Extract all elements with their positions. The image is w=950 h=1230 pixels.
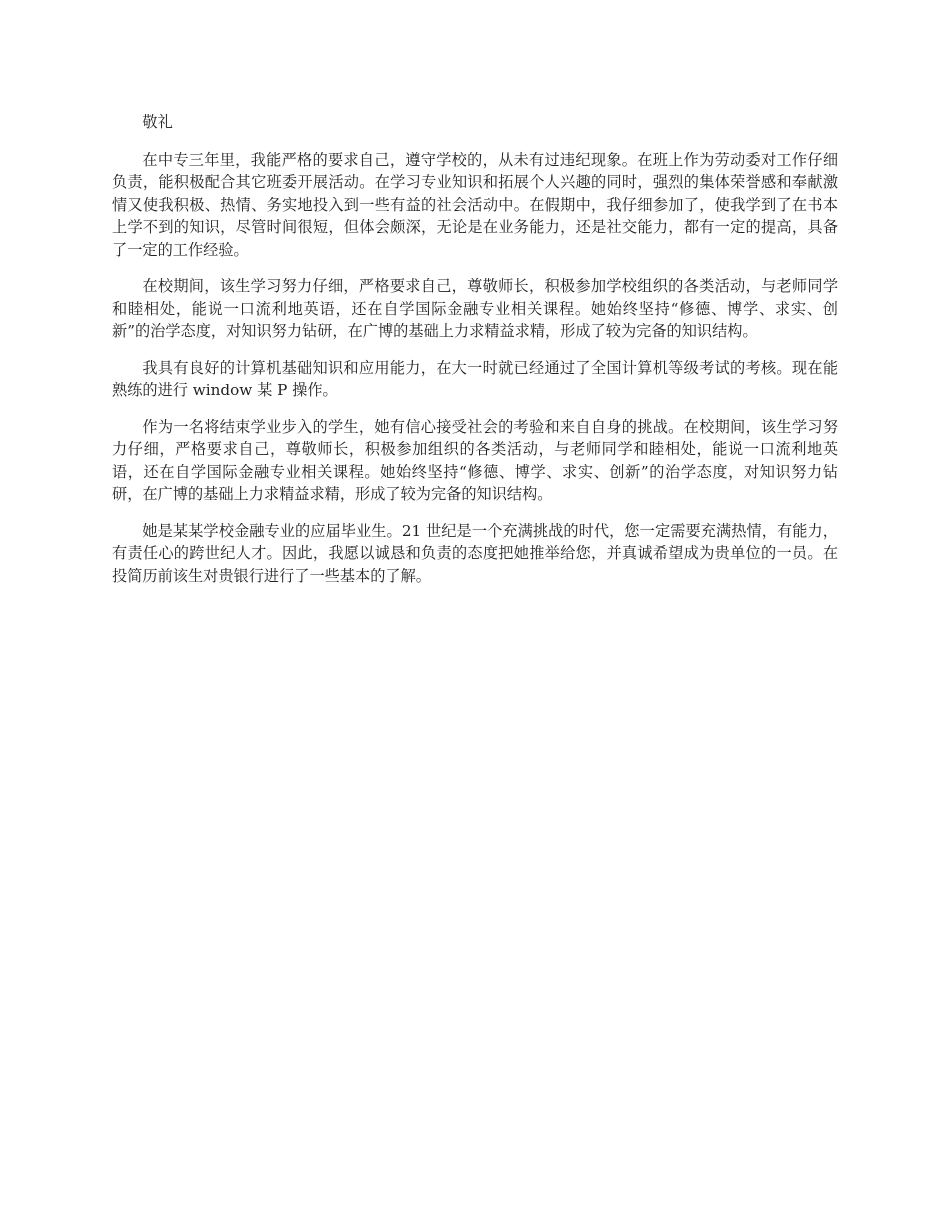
paragraph-computer-skills: 我具有良好的计算机基础知识和应用能力，在大一时就已经通过了全国计算机等级考试的考核。现在能熟练的进行 window 某 P 操作。 — [112, 358, 838, 399]
salutation: 敬礼 — [142, 113, 173, 131]
paragraph-study: 在校期间，该生学习努力仔细，严格要求自己，尊敬师长，积极参加学校组织的各类活动，与老师同学和睦相处，能说一口流利地英语，还在自学国际金融专业相关课程。她始终坚持“修德、博学、求实、创新”的治学态度，对知识努力钻研，在广博的基础上力求精益求精，形成了较为完备的知识结构。 — [112, 277, 838, 340]
paragraph-conduct: 在中专三年里，我能严格的要求自己，遵守学校的，从未有过违纪现象。在班上作为劳动委对工作仔细负责，能积极配合其它班委开展活动。在学习专业知识和拓展个人兴趣的同时，强烈的集体荣誉感和奉献激情又使我积极、热情、务实地投入到一些有益的社会活动中。在假期中，我仔细参加了，使我学到了在书本上学不到的知识，尽管时间很短，但体会颇深，无论是在业务能力，还是社交能力，都有一定的提高，具备了一定的工作经验。 — [112, 150, 838, 259]
paragraph-confidence: 作为一名将结束学业步入的学生，她有信心接受社会的考验和来自自身的挑战。在校期间，该生学习努力仔细，严格要求自己，尊敬师长，积极参加组织的各类活动，与老师同学和睦相处，能说一口流利地英语，还在自学国际金融专业相关课程。她始终坚持“修德、博学、求实、创新”的治学态度，对知识努力钻研，在广博的基础上力求精益求精，形成了较为完备的知识结构。 — [112, 417, 838, 503]
paragraph-recommendation: 她是某某学校金融专业的应届毕业生。21 世纪是一个充满挑战的时代，您一定需要充满热情，有能力，有责任心的跨世纪人才。因此，我愿以诚恳和负责的态度把她推举给您，并真诚希望成为贵单位的一员。在投简历前该生对贵银行进行了一些基本的了解。 — [112, 521, 838, 585]
document-body — [112, 111, 838, 601]
